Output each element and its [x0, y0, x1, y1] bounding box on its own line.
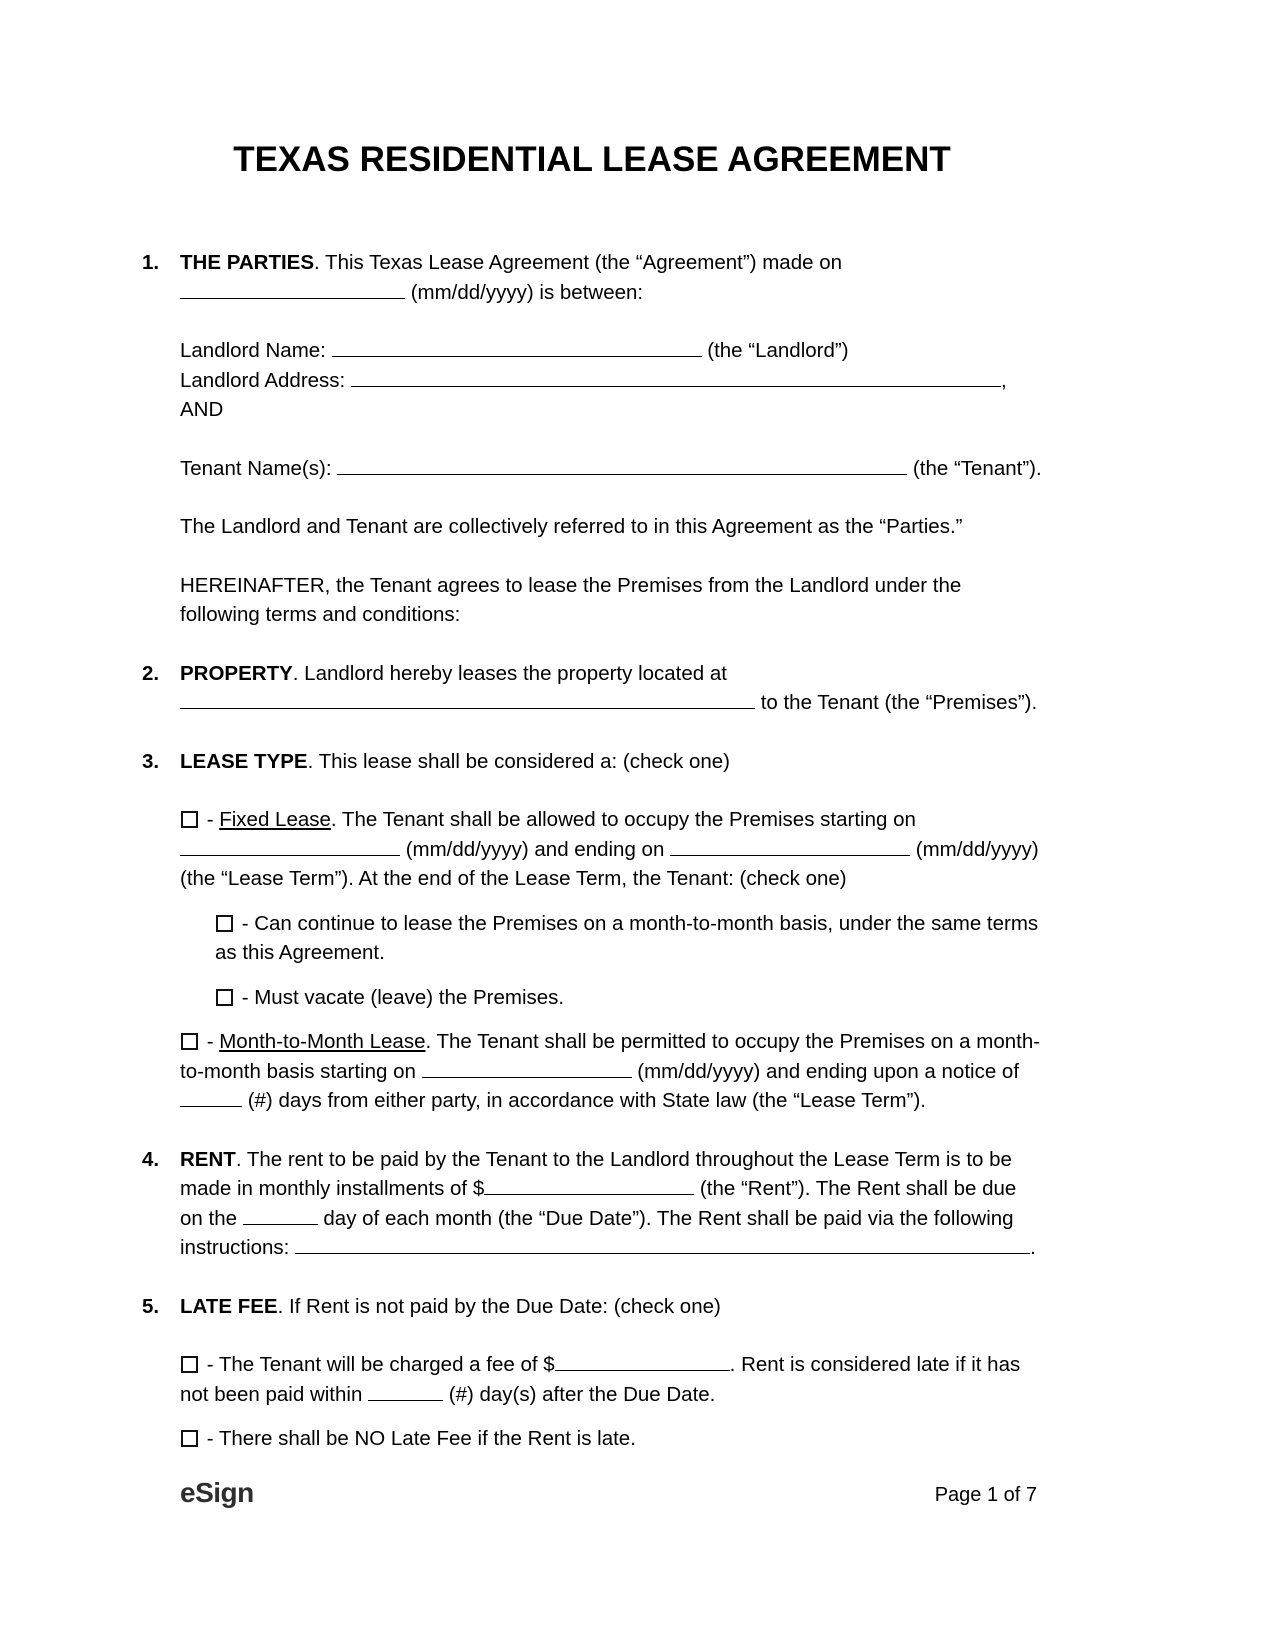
esign-logo: eSign [180, 1477, 254, 1508]
checkbox[interactable] [181, 1430, 198, 1447]
document-body [142, 248, 1042, 1454]
text-run: . The Tenant shall be permitted to occupy the Premises on a month-to-month basis starting on [180, 1030, 1041, 1083]
section-number: 5. [142, 1294, 160, 1318]
text-run: . [1030, 1236, 1036, 1259]
text-run: . This Texas Lease Agreement (the “Agreement”) made on [314, 251, 842, 274]
blank-field[interactable] [351, 370, 1001, 387]
text-run: - [201, 1030, 220, 1053]
text-run: - The Tenant will be charged a fee of $ [201, 1353, 555, 1376]
checkbox[interactable] [216, 915, 233, 932]
section-heading: PROPERTY [180, 661, 293, 685]
page-number: Page 1 of 7 [934, 1484, 1037, 1506]
section-1-the-parties [142, 248, 1042, 307]
blank-field[interactable] [180, 1090, 242, 1107]
text-run: Tenant Name(s): [180, 456, 338, 480]
blank-field[interactable] [180, 692, 755, 709]
text-run: . The rent to be paid by the Tenant to the Landlord throughout the Lease Term is to be made in monthly installments of $ [180, 1147, 1012, 1200]
text-run: (mm/dd/yyyy) (the “Lease Term”). At the end of the Lease Term, the Tenant: (check one) [180, 837, 1039, 890]
section-heading: LEASE TYPE [180, 749, 308, 773]
section-number: 3. [142, 749, 160, 773]
text-run: (the “Tenant”). [907, 456, 1042, 480]
no-late-fee-option [142, 1424, 1042, 1454]
text-run: . The Tenant shall be allowed to occupy the Premises starting on [330, 808, 916, 831]
text-run: (mm/dd/yyyy) and ending upon a notice of [631, 1059, 1020, 1083]
tenant-details [142, 454, 1042, 484]
text-run: HEREINAFTER, the Tenant agrees to lease the Premises from the Landlord under the following terms and conditions: [180, 573, 962, 626]
text-run: Landlord Address: [180, 368, 351, 392]
late-fee-charged-option [142, 1350, 1042, 1409]
section-number: 1. [142, 251, 160, 274]
section-5-late-fee [142, 1292, 1042, 1322]
section-number: 4. [142, 1147, 160, 1171]
parties-clause [142, 512, 1042, 542]
blank-field[interactable] [368, 1384, 443, 1401]
text-run: - Can continue to lease the Premises on a month-to-month basis, under the same terms as this Agreement. [215, 911, 1039, 964]
text-run: . Landlord hereby leases the property located at [292, 661, 727, 685]
text-run: . If Rent is not paid by the Due Date: (check one) [277, 1294, 721, 1318]
section-heading: THE PARTIES [180, 251, 315, 274]
text-run: to the Tenant (the “Premises”). [755, 691, 1038, 714]
section-3-lease-type [142, 747, 1042, 777]
text-run: Landlord Name: [180, 339, 332, 362]
section-2-property [142, 659, 1042, 718]
continue-month-to-month-option [142, 909, 1042, 968]
defined-term: Fixed Lease [219, 808, 331, 831]
blank-field[interactable] [243, 1208, 318, 1225]
text-run: day of each month (the “Due Date”). The Rent shall be paid via the following instructions: [180, 1206, 1014, 1259]
blank-field[interactable] [484, 1178, 694, 1195]
defined-term: Month-to-Month Lease [219, 1030, 426, 1053]
month-to-month-lease-option [142, 1027, 1042, 1116]
text-run: (#) day(s) after the Due Date. [443, 1382, 716, 1406]
blank-field[interactable] [670, 839, 910, 856]
section-4-rent [142, 1145, 1042, 1263]
blank-field[interactable] [180, 282, 405, 299]
document [142, 140, 1042, 1483]
text-run: (the “Landlord”) [701, 339, 849, 362]
text-run: (mm/dd/yyyy) is between: [405, 280, 644, 304]
hereinafter-clause [142, 571, 1042, 630]
text-run: . This lease shall be considered a: (check one) [307, 749, 730, 773]
section-number: 2. [142, 661, 160, 685]
text-run: . Rent is considered late if it has not been paid within [180, 1353, 1021, 1406]
blank-field[interactable] [555, 1354, 730, 1371]
text-run: - [201, 808, 220, 831]
text-run: (mm/dd/yyyy) and ending on [400, 837, 671, 861]
text-run: (the “Rent”). The Rent shall be due on the [180, 1177, 1017, 1230]
text-run: The Landlord and Tenant are collectively referred to in this Agreement as the “Parties.” [180, 515, 963, 538]
text-run: - There shall be NO Late Fee if the Rent is late. [201, 1427, 636, 1450]
blank-field[interactable] [422, 1061, 632, 1078]
section-heading: RENT [180, 1147, 236, 1171]
text-run: , AND [180, 368, 1007, 421]
section-heading: LATE FEE [180, 1294, 278, 1318]
document-title: TEXAS RESIDENTIAL LEASE AGREEMENT [233, 140, 951, 179]
blank-field[interactable] [332, 340, 702, 357]
fixed-lease-option [142, 805, 1042, 894]
blank-field[interactable] [180, 839, 400, 856]
must-vacate-option [142, 983, 1042, 1013]
checkbox[interactable] [216, 989, 233, 1006]
landlord-details [142, 336, 1042, 425]
blank-field[interactable] [337, 458, 907, 475]
checkbox[interactable] [181, 1356, 198, 1373]
checkbox[interactable] [181, 1033, 198, 1050]
blank-field[interactable] [295, 1237, 1030, 1254]
text-run: - Must vacate (leave) the Premises. [236, 985, 565, 1009]
checkbox[interactable] [181, 811, 198, 828]
text-run: (#) days from either party, in accordance with State law (the “Lease Term”). [242, 1089, 926, 1112]
footer [180, 1478, 1037, 1508]
